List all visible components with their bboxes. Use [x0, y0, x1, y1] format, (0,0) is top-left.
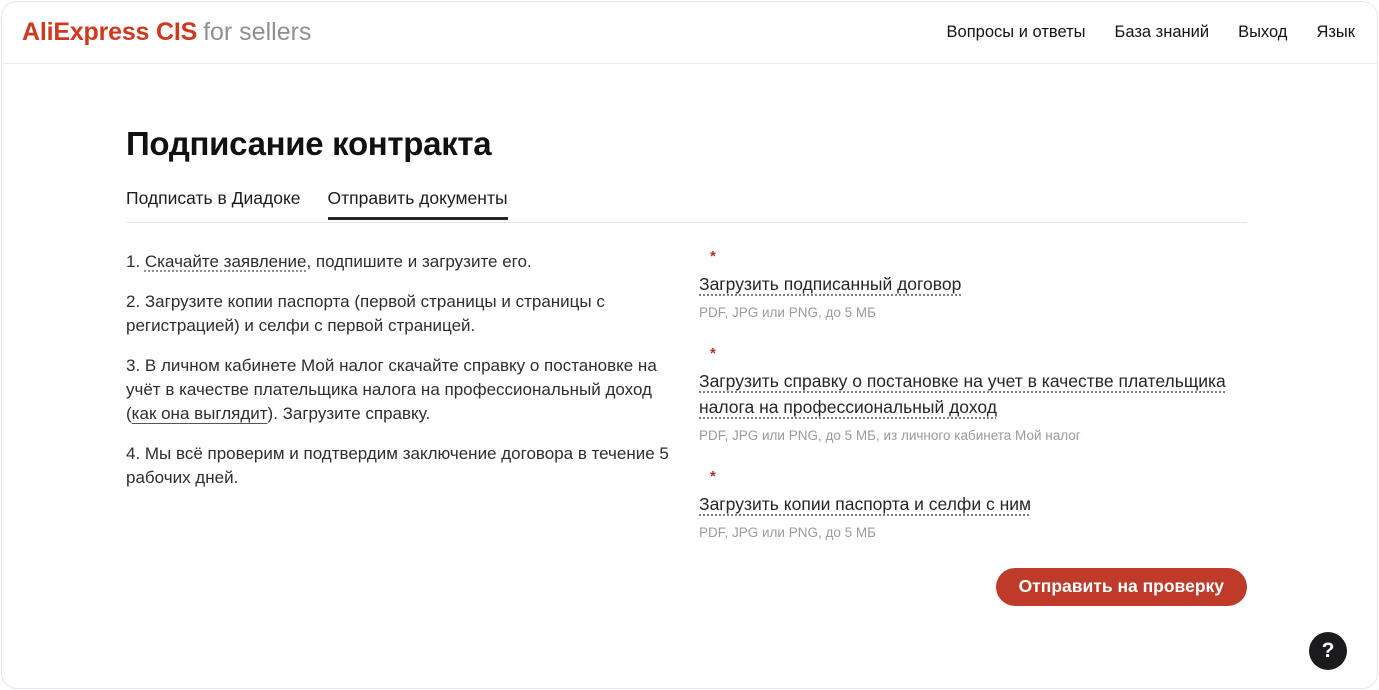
required-asterisk: *	[710, 467, 716, 485]
upload-passport-selfie-link[interactable]: Загрузить копии паспорта и селфи с ним	[699, 493, 1032, 514]
nav-item-logout[interactable]: Выход	[1238, 23, 1288, 41]
step-1-prefix: 1.	[126, 251, 145, 271]
submit-row	[699, 568, 1247, 606]
upload-contract-hint: PDF, JPG или PNG, до 5 МБ	[699, 304, 876, 320]
upload-signed-contract-link[interactable]: Загрузить подписанный договор	[699, 273, 962, 294]
nav-item-faq[interactable]: Вопросы и ответы	[946, 23, 1086, 41]
content-columns	[126, 247, 1247, 606]
instruction-step-1	[126, 250, 675, 274]
page-card	[1, 1, 1378, 689]
instruction-step-2: 2. Загрузите копии паспорта (первой страницы и страницы с регистрацией) и селфи с первой страницей.	[126, 291, 605, 335]
instruction-step-3	[126, 354, 675, 426]
nav-item-knowledge-base[interactable]: База знаний	[1114, 23, 1210, 41]
logo-suffix-text: for sellers	[203, 18, 312, 46]
step-3-prefix: 3. В личном кабинете Мой налог скачайте справку о постановке на учёт в качестве плательщика налога на профессиональный доход (	[126, 355, 657, 423]
page-title: Подписание контракта	[126, 125, 492, 162]
instructions-list	[126, 250, 675, 606]
instruction-step-4: 4. Мы всё проверим и подтвердим заключение договора в течение 5 рабочих дней.	[126, 443, 669, 487]
download-application-link[interactable]: Скачайте заявление	[144, 251, 307, 271]
required-asterisk: *	[710, 344, 716, 362]
upload-tax-certificate-hint: PDF, JPG или PNG, до 5 МБ, из личного кабинета Мой налог	[699, 427, 1081, 443]
main-content	[2, 127, 1377, 606]
certificate-example-link[interactable]: как она выглядит	[131, 403, 268, 423]
tabs-bar	[126, 183, 1247, 223]
submit-for-review-button[interactable]: Отправить на проверку	[996, 568, 1247, 606]
step-3-suffix: ). Загрузите справку.	[267, 403, 431, 423]
upload-group-tax-certificate	[699, 344, 1247, 443]
upload-tax-certificate-link[interactable]: Загрузить справку о постановке на учет в качестве плательщика налога на профессиональный доход	[699, 370, 1226, 417]
question-mark-icon: ?	[1321, 639, 1335, 662]
top-navigation	[947, 23, 1355, 42]
upload-group-passport	[699, 467, 1247, 540]
tab-sign-in-diadoc[interactable]: Подписать в Диадоке	[126, 187, 301, 208]
upload-group-contract	[699, 247, 1247, 320]
tab-send-documents[interactable]: Отправить документы	[328, 183, 508, 222]
uploads-panel	[699, 247, 1247, 606]
upload-passport-hint: PDF, JPG или PNG, до 5 МБ	[699, 524, 876, 540]
logo-brand-text: AliExpress CIS	[22, 18, 198, 46]
top-bar	[2, 2, 1377, 64]
nav-item-language[interactable]: Язык	[1316, 23, 1355, 41]
help-button[interactable]	[1309, 632, 1347, 670]
step-1-suffix: , подпишите и загрузите его.	[306, 251, 532, 271]
required-asterisk: *	[710, 247, 716, 265]
logo	[22, 20, 311, 45]
